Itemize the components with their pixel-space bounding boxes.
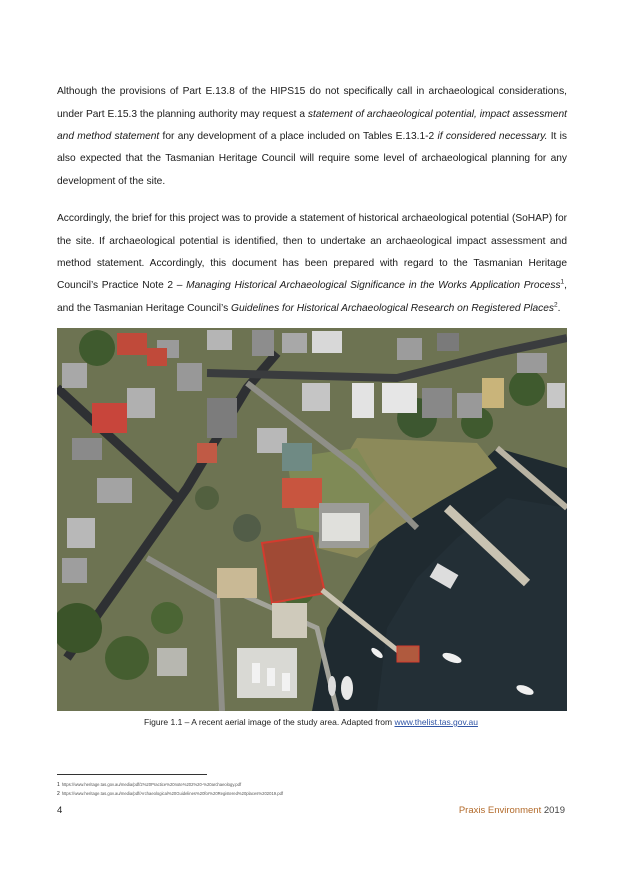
intro-paragraph: Although the provisions of Part E.13.8 of the HIPS15 do not specifically call in archaeological considerations, under Part E.15.3 the planning authority may request a statement of archaeological potential, impact assessment and method statement for any development of a place included on Tables E.13.1-2 if considered necessary. It is also expected that the Tasmanian Heritage Council will require some level of archaeological planning for any development of the site. xyxy=(57,86,567,187)
footnote-2-link[interactable]: https://www.heritage.tas.gov.au/media/pdf/Archaeological%20Guidelines%20for%20Registered%20places%202019.pdf xyxy=(61,791,284,796)
footer-org: Praxis Environment xyxy=(458,805,542,816)
footnote-1-link[interactable]: https://www.heritage.tas.gov.au/media/pdf/2%20Practice%20note%202%20-%20archaeology.pdf xyxy=(61,782,242,787)
footnote-divider xyxy=(57,774,207,775)
aerial-image xyxy=(57,328,567,711)
footnote-1: 1 https://www.heritage.tas.gov.au/media/pdf/2%20Practice%20note%202%20-%20archaeology.pdf xyxy=(57,782,242,788)
page-number: 4 xyxy=(57,805,63,816)
brief-paragraph: Accordingly, the brief for this project was to provide a statement of historical archaeological potential (SoHAP) for the site. If archaeological potential is identified, then to undertake an archaeological impact assessment and method statement. Accordingly, this document has been prepared with regard to the Tasmanian Heritage Council’s Practice Note 2 – Managing Historical Archaeological Significance in the Works Application Process$^1$, and the Tasmanian Heritage Council’s Guidelines for Historical Archaeological Research on Registered Places$^2$. xyxy=(57,213,568,314)
footer-credit xyxy=(459,805,565,816)
footnote-ref-1[interactable]: 1 xyxy=(560,279,565,287)
footer-year: 2019 xyxy=(543,805,565,816)
figure-source-link[interactable]: www.thelist.tas.gov.au xyxy=(394,717,478,727)
footnote-ref-2[interactable]: 2 xyxy=(554,301,558,309)
figure-caption: Figure 1.1 – A recent aerial image of the study area. Adapted from www.thelist.tas.gov.au xyxy=(144,717,478,727)
footnote-2: 2 https://www.heritage.tas.gov.au/media/pdf/Archaeological%20Guidelines%20for%20Registered%20places%202019.pdf xyxy=(57,791,284,797)
